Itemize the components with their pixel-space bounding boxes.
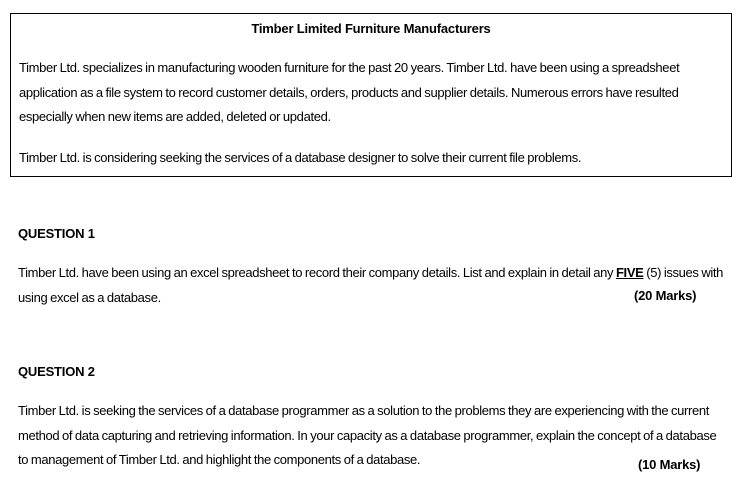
question-2-marks: (10 Marks) xyxy=(638,457,701,472)
question-1-text-start: Timber Ltd. have been using an excel spreadsheet to record their company details. List and explain in detail any xyxy=(18,265,616,280)
case-study-paragraph-1: Timber Ltd. specializes in manufacturing wooden furniture for the past 20 years. Timber Ltd. have been using a spreadsheet application as a file system to record customer details, orders, products and supplier details. Numerous errors have resulted especially when new items are added, deleted or updated. xyxy=(19,60,680,124)
case-study-box xyxy=(10,13,732,177)
question-1-marks: (20 Marks) xyxy=(634,288,697,303)
question-1-heading: QUESTION 1 xyxy=(18,226,95,241)
question-1-text xyxy=(18,261,724,310)
case-study-title: Timber Limited Furniture Manufacturers xyxy=(251,21,491,36)
case-study-paragraph-2: Timber Ltd. is considering seeking the services of a database designer to solve their current file problems. xyxy=(19,150,582,165)
question-2-text: Timber Ltd. is seeking the services of a database programmer as a solution to the problems they are experiencing with the current method of data capturing and retrieving information. In your capacity as a database programmer, explain the concept of a database to management of Timber Ltd. and highlight the components of a database. xyxy=(18,403,717,467)
question-1-emphasis: FIVE xyxy=(615,265,644,280)
question-2-heading: QUESTION 2 xyxy=(18,364,95,379)
question-1-text-end: (5) issues with using excel as a database. xyxy=(18,265,724,305)
